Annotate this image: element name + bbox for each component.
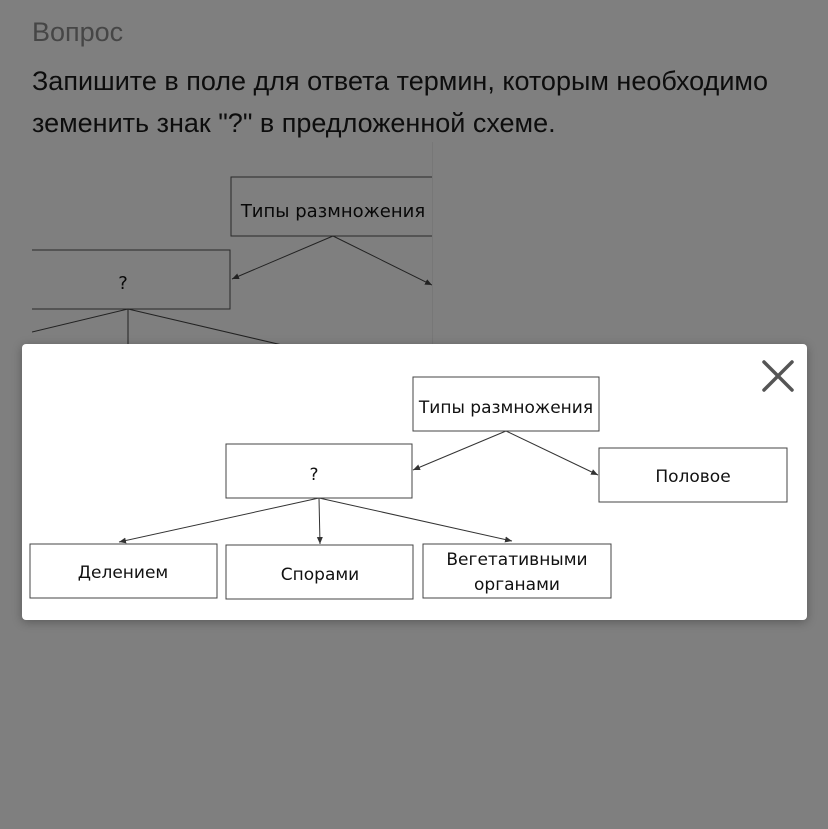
node-sexual-label: Половое: [655, 467, 731, 487]
image-modal: [22, 344, 807, 620]
close-button[interactable]: [760, 358, 796, 394]
arrow-unknown-to-spores: [319, 498, 320, 544]
node-root-label: Типы размножения: [418, 398, 594, 418]
arrow-root-to-unknown: [413, 431, 506, 470]
arrow-root-to-sexual: [506, 431, 598, 475]
node-unknown: [226, 444, 412, 498]
node-spores-label: Спорами: [280, 565, 360, 585]
node-unknown-label: ?: [309, 465, 319, 485]
close-icon: [760, 358, 796, 394]
arrow-unknown-to-division: [119, 498, 319, 542]
node-vegetative-label-1: Вегетативными: [446, 550, 588, 570]
arrow-unknown-to-vegetative: [319, 498, 512, 541]
diagram-svg: [22, 344, 807, 620]
node-vegetative-label-2: органами: [474, 575, 560, 595]
node-division-label: Делением: [77, 563, 169, 583]
